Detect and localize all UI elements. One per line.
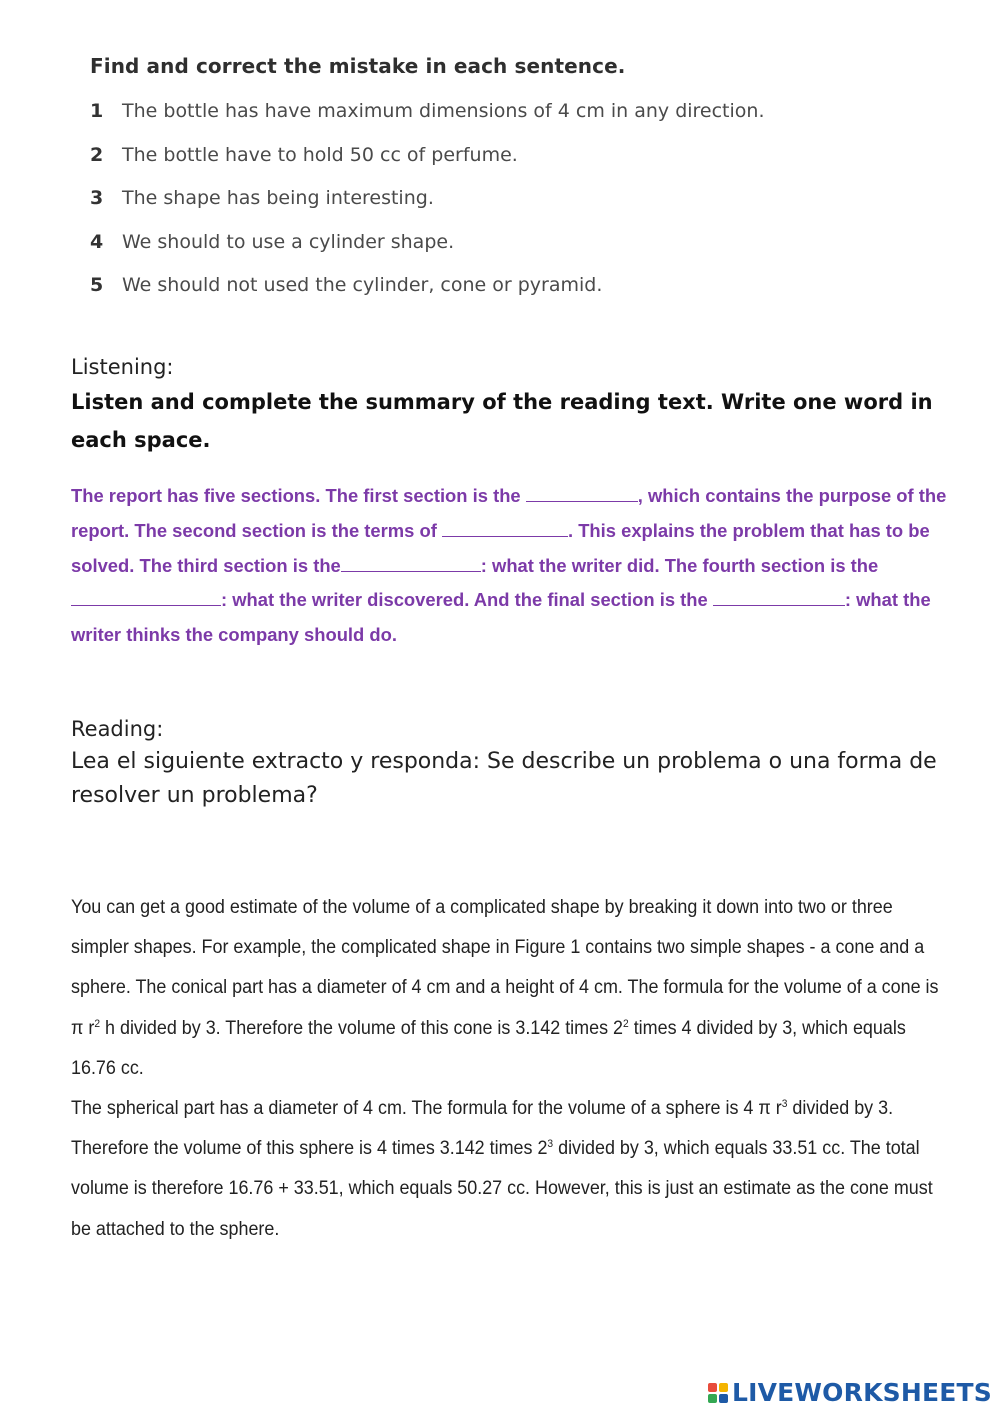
exercise-item [90, 100, 940, 144]
summary-text: , which contains the purpose of the report. The second section is the terms of [71, 485, 947, 541]
reading-section [71, 714, 951, 813]
logo-square [719, 1383, 728, 1392]
item-text: We should not used the cylinder, cone or pyramid. [122, 274, 603, 296]
superscript: 3 [547, 1138, 554, 1151]
superscript: 2 [94, 1017, 101, 1030]
reading-label: Reading: [71, 717, 164, 741]
item-number: 5 [90, 274, 104, 296]
logo-text: LIVEWORKSHEETS [731, 1378, 992, 1407]
summary-text: : what the writer discovered. And the final section is the [221, 589, 713, 611]
answer-blank-1[interactable] [526, 485, 638, 502]
summary-text: The report has five sections. The first section is the [71, 485, 526, 506]
extract-text: h divided by 3. Therefore the volume of this cone is 3.142 times 2 [100, 1017, 624, 1039]
extract-text: times 4 divided by 3, which equals 16.76 cc. [71, 1017, 906, 1079]
logo-square [708, 1394, 717, 1403]
extract-text: The spherical part has a diameter of 4 cm. The formula for the volume of a sphere is 4 π r [71, 1098, 782, 1120]
extract-text: divided by 3. Therefore the volume of this sphere is 4 times 3.142 times 2 [71, 1098, 894, 1160]
summary-text: . This explains the problem that has to be solved. The third section is the [71, 519, 930, 576]
superscript: 2 [623, 1017, 629, 1030]
exercise-item [90, 144, 940, 188]
item-number: 3 [90, 187, 104, 209]
reading-extract [71, 888, 951, 1250]
summary-text: : what the writer thinks the company should do. [71, 589, 931, 646]
extract-paragraph-1 [71, 888, 951, 1089]
item-number: 2 [90, 143, 104, 166]
answer-blank-2[interactable] [442, 520, 568, 537]
answer-blank-4[interactable] [71, 589, 221, 606]
exercise-section [90, 54, 940, 318]
extract-text: You can get a good estimate of the volume of a complicated shape by breaking it down into two or three simpler shapes. For example, the complicated shape in Figure 1 contains two simple shapes - a cone and a sphere. The conical part has a diameter of 4 cm and a height of 4 cm. The formula for the volume of a cone is π r [71, 897, 939, 1039]
superscript: 3 [781, 1098, 788, 1111]
listening-label: Listening: [71, 355, 174, 379]
logo-icon [708, 1383, 728, 1403]
exercise-item [90, 231, 940, 275]
listening-instruction: Listen and complete the summary of the reading text. Write one word in each space. [71, 390, 933, 452]
item-text: The bottle have to hold 50 cc of perfume. [122, 143, 518, 166]
exercise-item [90, 274, 940, 318]
extract-text: divided by 3, which equals 33.51 cc. The total volume is therefore 16.76 + 33.51, which equals 50.27 cc. However, this is just an estimate as the cone must be attached to the sphere. [71, 1138, 933, 1240]
logo-square [708, 1383, 717, 1392]
listening-section [71, 352, 951, 653]
extract-paragraph-2 [71, 1089, 951, 1250]
liveworksheets-logo [708, 1378, 992, 1407]
item-text: The shape has being interesting. [122, 187, 434, 209]
item-text: The bottle has have maximum dimensions of 4 cm in any direction. [122, 100, 765, 122]
summary-paragraph [71, 479, 951, 653]
reading-question: Lea el siguiente extracto y responda: Se describe un problema o una forma de resolver un problema? [71, 749, 937, 808]
answer-blank-3[interactable] [341, 555, 481, 572]
logo-square [719, 1394, 728, 1403]
summary-text: : what the writer did. The fourth section is the [480, 554, 879, 576]
exercise-title: Find and correct the mistake in each sentence. [90, 54, 626, 78]
item-number: 4 [90, 230, 104, 253]
answer-blank-5[interactable] [713, 589, 845, 606]
exercise-item [90, 187, 940, 231]
item-number: 1 [90, 100, 104, 122]
item-text: We should to use a cylinder shape. [122, 230, 455, 253]
